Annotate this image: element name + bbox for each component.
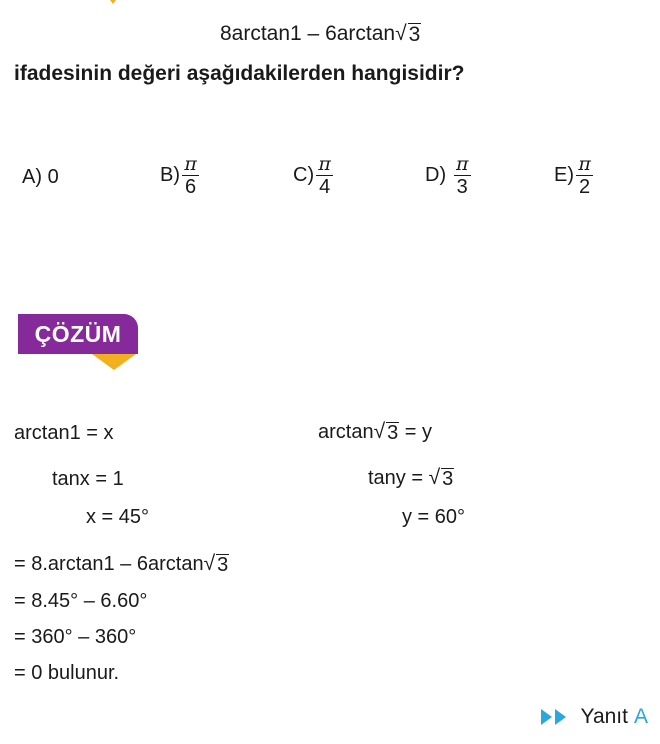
solution-right-line3: y = 60° [402, 506, 466, 528]
sqrt-radicand: 3 [387, 422, 399, 444]
question-text: ifadesinin değeri aşağıdakilerden hangisidir? [14, 62, 465, 85]
solution-left-line2: tanx = 1 [52, 468, 124, 490]
sqrt-radicand: 3 [408, 22, 421, 46]
option-e[interactable] [554, 154, 593, 198]
solution-left-line1: arctan1 = x [14, 422, 114, 444]
sqrt-symbol: √ 3 [395, 22, 421, 46]
fraction-denominator: 4 [316, 175, 333, 198]
sqrt-symbol: √ 3 [428, 466, 454, 490]
solution-right-line2 [368, 466, 454, 490]
badge-pointer [92, 354, 136, 370]
sqrt-radicand: 3 [442, 468, 454, 490]
sqrt-symbol: √ 3 [373, 420, 399, 444]
option-fraction [316, 154, 333, 198]
solution-step4: = 0 bulunur. [14, 662, 120, 684]
equals-y: = y [399, 421, 433, 443]
double-arrow-icon [541, 709, 569, 725]
option-letter: E) [554, 164, 574, 187]
option-letter: A) [22, 166, 42, 188]
option-letter: D) [425, 164, 447, 187]
step1-text: = 8.arctan1 – 6arctan [14, 553, 204, 575]
sqrt-symbol: √ 3 [203, 552, 229, 576]
option-fraction [454, 154, 471, 198]
question-expression [220, 22, 421, 46]
option-d[interactable] [425, 154, 471, 198]
solution-step1 [14, 552, 229, 576]
fraction-numerator: π [318, 153, 331, 175]
option-fraction [576, 154, 593, 198]
option-c[interactable] [293, 154, 333, 198]
fraction-denominator: 2 [576, 175, 593, 198]
answer-indicator [541, 705, 649, 729]
solution-right-line1 [318, 420, 432, 444]
option-letter: B) [160, 164, 180, 187]
answer-letter: A [633, 705, 648, 728]
solution-step3: = 360° – 360° [14, 626, 137, 648]
solution-left-line3: x = 45° [86, 506, 150, 528]
option-a[interactable] [22, 166, 59, 189]
fraction-numerator: π [578, 153, 591, 175]
fraction-denominator: 3 [454, 175, 471, 198]
fraction-numerator: π [184, 153, 197, 175]
arctan-text: arctan [318, 421, 374, 443]
option-value: 0 [47, 166, 59, 188]
option-b[interactable] [160, 154, 199, 198]
solution-badge: ÇÖZÜM [18, 314, 138, 354]
option-letter: C) [293, 164, 315, 187]
sqrt-radicand: 3 [217, 554, 229, 576]
answer-label: Yanıt [580, 705, 628, 728]
option-fraction [182, 154, 199, 198]
fraction-denominator: 6 [182, 175, 199, 198]
tany-text: tany = [368, 467, 429, 489]
fraction-numerator: π [455, 153, 469, 175]
solution-step2: = 8.45° – 6.60° [14, 590, 148, 612]
top-marker [104, 0, 122, 4]
expression-text: 8arctan1 – 6arctan [220, 22, 396, 45]
